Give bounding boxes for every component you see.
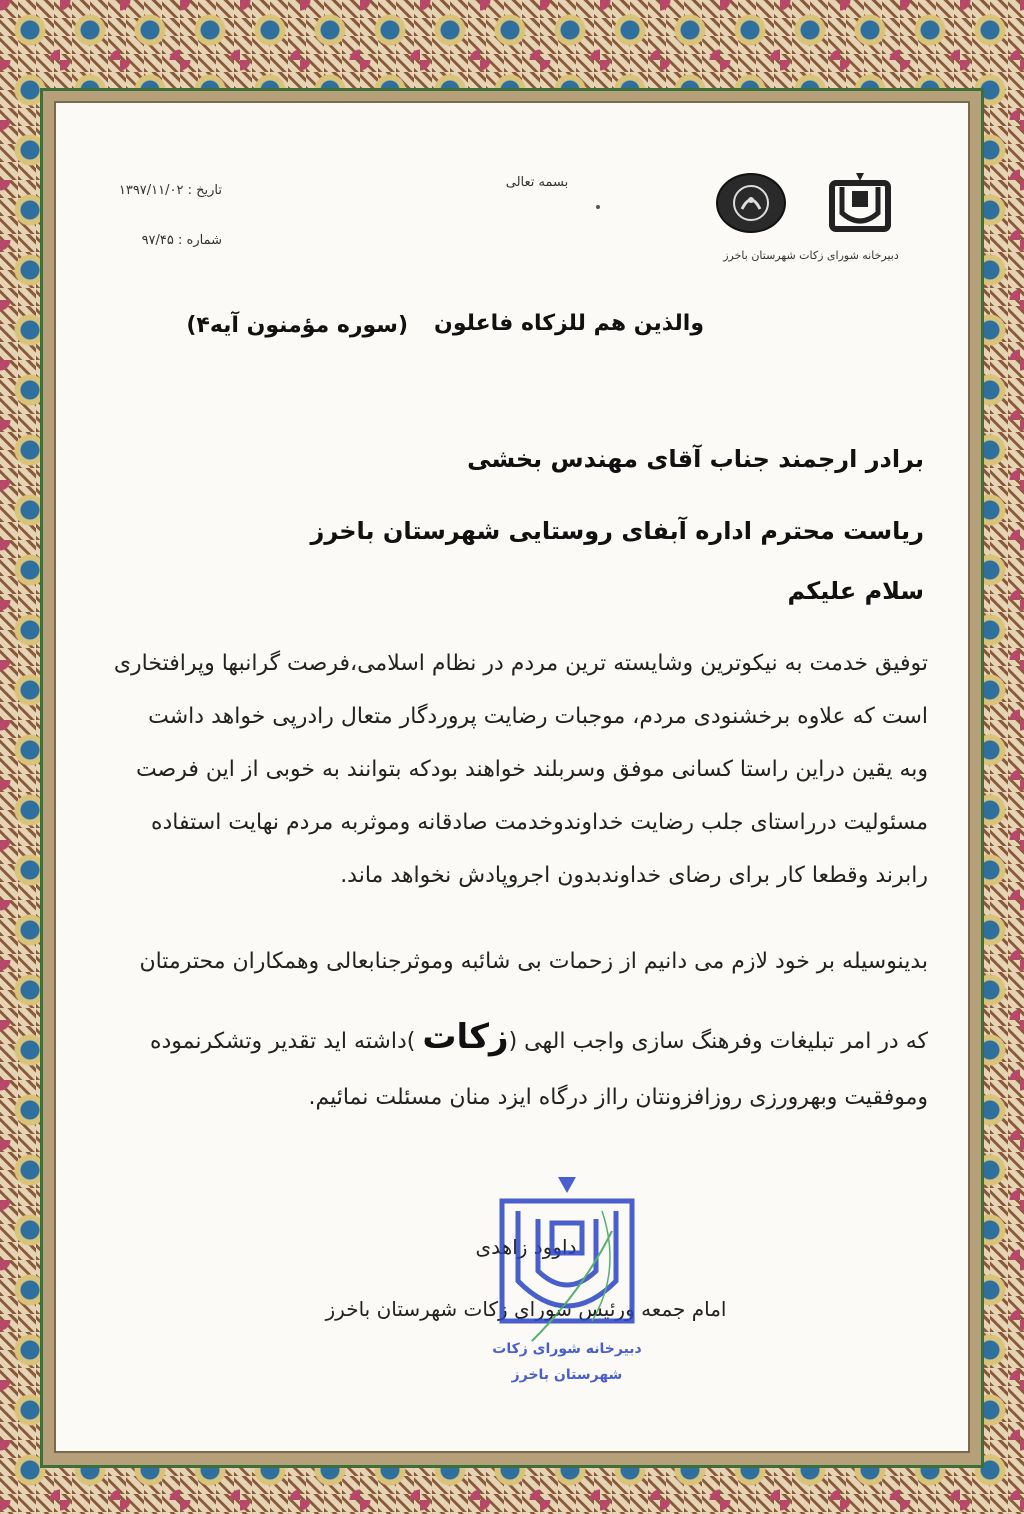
paragraph-line: وبه یقین دراین راستا کسانی موفق وسربلند خواهند بودکه بتوانند به خوبی از این فرصت (135, 757, 928, 782)
stamp-text-bottom: شهرستان باخرز (511, 1367, 623, 1383)
paragraph-line-zakat (108, 1017, 928, 1057)
invocation: بسمه تعالی (505, 175, 569, 190)
emblem-logo (716, 173, 786, 233)
letter-paper (54, 101, 970, 1453)
verse-text: والذین هم للزکاه فاعلون (434, 311, 704, 336)
paragraph-line: توفیق خدمت به نیکوترین وشایسته ترین مردم در نظام اسلامی،فرصت گرانبها وپرافتخاری (113, 651, 928, 676)
paragraph-line: مسئولیت درراستای جلب رضایت خداوندوخدمت صادقانه وموثربه مردم نهایت استفاده (150, 810, 928, 835)
zakat-council-logo (828, 173, 892, 235)
ink-dot (596, 205, 600, 209)
date-label: تاریخ : ۱۳۹۷/۱۱/۰۲ (118, 183, 222, 198)
zakat-emphasis: زکات (422, 1017, 509, 1057)
paragraph-text: که در امر تبلیغات وفرهنگ سازی واجب الهی ( (508, 1029, 928, 1054)
greeting: سلام علیکم (787, 577, 924, 605)
paragraph-line: بدینوسیله بر خود لازم می دانیم از زحمات بی شائبه وموثرجنابعالی وهمکاران محترمتان (139, 949, 928, 974)
recipient-position: ریاست محترم اداره آبفای روستایی شهرستان باخرز (310, 517, 924, 545)
stamp-text-top: دبیرخانه شورای زکات (492, 1341, 642, 1357)
number-label: شماره : ۹۷/۴۵ (141, 233, 222, 248)
signatory-name: داوود زاهدی (475, 1235, 577, 1259)
paragraph-line: رابرند وقطعا کار برای رضای خداوندبدون اجروپادش نخواهد ماند. (340, 863, 928, 888)
paragraph-line: وموفقیت وبهرورزی روزافزونتان رااز درگاه ایزد منان مسئلت نمائیم. (308, 1085, 928, 1110)
paragraph-line: است که علاوه برخشنودی مردم، موجبات رضایت پروردگار متعال رادرپی خواهد داشت (148, 704, 928, 729)
recipient-line: برادر ارجمند جناب آقای مهندس بخشی (467, 445, 924, 473)
signatory-title: امام جمعه ورئیس شورای زکات شهرستان باخرز (325, 1297, 727, 1321)
verse-reference: (سوره مؤمنون آیه۴) (186, 313, 408, 338)
official-stamp (492, 1171, 642, 1401)
org-caption: دبیرخانه شورای زکات شهرستان باخرز (723, 249, 899, 262)
paragraph-text: )داشته اید تقدیر وتشکرنموده (149, 1029, 423, 1054)
